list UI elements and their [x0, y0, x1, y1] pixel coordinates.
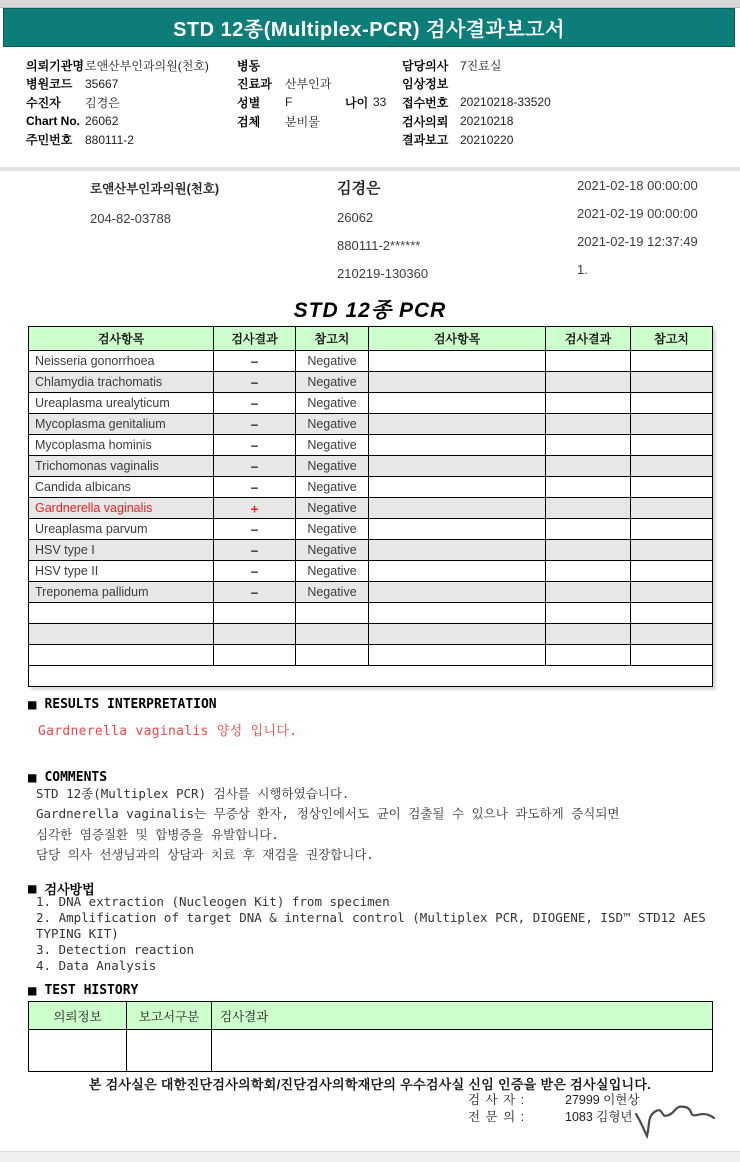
- institution-value: 로앤산부인과의원(천호): [85, 58, 209, 73]
- empty-row: [29, 624, 713, 645]
- test-item: Ureaplasma parvum: [29, 519, 214, 540]
- mid-dates-block: [577, 179, 698, 276]
- doctor-label: 담당의사: [402, 58, 449, 73]
- report-date-label: 결과보고: [402, 133, 449, 148]
- method-step: 2. Amplification of target DNA & internal control (Multiplex PCR, DIOGENE, ISD™ STD12 AES TYPING KIT): [36, 909, 706, 941]
- sign-off-block: [468, 1091, 639, 1124]
- ward-label: 병동: [237, 58, 261, 73]
- header-test-result-right: 검사결과: [546, 327, 631, 351]
- mid-patient-name: 김경은: [337, 180, 381, 197]
- examiner-label: 검 사 자 :: [468, 1093, 526, 1108]
- test-reference: Negative: [296, 561, 369, 582]
- examiner-row: [468, 1091, 639, 1108]
- info-row-resident-no: [26, 130, 238, 149]
- report-date-value: 20210220: [460, 132, 514, 147]
- test-item: HSV type II: [29, 561, 214, 582]
- method-title: 검사방법: [44, 883, 95, 898]
- resident-no-value: 880111-2: [85, 132, 134, 147]
- specimen-value: 분비물: [285, 114, 320, 129]
- info-row-hospital-code: [26, 75, 238, 94]
- hospital-code-value: 35667: [85, 76, 119, 91]
- section-bullet-icon: ■: [28, 769, 37, 786]
- info-row-patient: [26, 93, 238, 112]
- test-reference: Negative: [296, 414, 369, 435]
- table-row: [29, 435, 713, 456]
- info-row-receipt-no: [402, 93, 712, 112]
- bottom-strip: [0, 1151, 740, 1162]
- report-banner: [3, 8, 735, 47]
- test-item: Treponema pallidum: [29, 582, 214, 603]
- mid-datetime2: 2021-02-19 00:00:00: [577, 206, 698, 221]
- chart-no-label: Chart No.: [26, 114, 80, 129]
- method-body: [36, 894, 712, 974]
- test-item: Mycoplasma hominis: [29, 435, 214, 456]
- test-result: +: [214, 498, 296, 519]
- mid-clinic-reg-no: 204-82-03788: [90, 211, 171, 226]
- info-row-specimen: [237, 112, 402, 131]
- specialist-label: 전 문 의 :: [468, 1109, 526, 1124]
- test-reference: Negative: [296, 351, 369, 372]
- results-table: [28, 326, 713, 687]
- comment-line: 담당 의사 선생님과의 상담과 치료 후 재검을 권장합니다.: [36, 847, 374, 863]
- order-date-label: 검사의뢰: [402, 114, 449, 129]
- section-divider: [0, 167, 740, 171]
- age-value: 33: [373, 95, 387, 110]
- test-result: −: [214, 435, 296, 456]
- method-step: 3. Detection reaction: [36, 941, 195, 957]
- mid-patient-block: [337, 177, 428, 295]
- patient-info-col2: [237, 56, 402, 130]
- comments-heading: [28, 770, 107, 785]
- test-item: HSV type I: [29, 540, 214, 561]
- test-result: −: [214, 540, 296, 561]
- info-row-department: [237, 75, 402, 94]
- test-reference: Negative: [296, 393, 369, 414]
- history-header-request-info: 의뢰정보: [29, 1002, 127, 1030]
- info-row-clinical-info: [402, 75, 712, 94]
- top-strip: [0, 0, 740, 8]
- history-header-report-type: 보고서구분: [127, 1002, 212, 1030]
- results-table-title: STD 12종 PCR: [293, 299, 447, 322]
- doctor-value: 7진료실: [460, 58, 502, 73]
- resident-no-label: 주민번호: [26, 133, 73, 148]
- mid-specimen-no: 210219-130360: [337, 266, 429, 281]
- empty-row: [29, 645, 713, 666]
- results-header-row: [29, 327, 713, 351]
- test-result: −: [214, 582, 296, 603]
- info-row-report-date: [402, 130, 712, 149]
- method-step: 1. DNA extraction (Nucleogen Kit) from specimen: [36, 894, 390, 909]
- info-row-doctor: [402, 56, 712, 75]
- patient-info-col1: [26, 56, 238, 149]
- test-reference: Negative: [296, 519, 369, 540]
- sex-value: F: [285, 95, 293, 110]
- history-header-row: [29, 1002, 713, 1030]
- history-header-result: 검사결과: [212, 1002, 713, 1030]
- table-row: [29, 372, 713, 393]
- examiner-name: 27999 이현상: [565, 1093, 640, 1108]
- method-step: 4. Data Analysis: [36, 957, 157, 973]
- comment-line: STD 12종(Multiplex PCR) 검사를 시행하였습니다.: [36, 786, 350, 801]
- mid-clinic-name: 로앤산부인과의원(천호): [90, 182, 220, 196]
- test-reference: Negative: [296, 435, 369, 456]
- test-result: −: [214, 561, 296, 582]
- table-row-positive: [29, 498, 713, 519]
- age-label: 나이: [345, 95, 369, 110]
- history-empty-row: [29, 1030, 713, 1072]
- signature-scribble-icon: [630, 1086, 718, 1145]
- comments-body: [36, 784, 724, 866]
- sex-label: 성별: [237, 95, 261, 110]
- test-result: −: [214, 393, 296, 414]
- test-item: Trichomonas vaginalis: [29, 456, 214, 477]
- header-test-item-right: 검사항목: [369, 327, 546, 351]
- section-bullet-icon: ■: [28, 880, 37, 897]
- certification-text: 본 검사실은 대한진단검사의학회/진단검사의학재단의 우수검사실 신임 인증을 받은 검사실입니다.: [88, 1077, 652, 1092]
- order-date-value: 20210218: [460, 114, 514, 129]
- mid-resident-no: 880111-2******: [337, 238, 421, 253]
- specimen-label: 검체: [237, 114, 261, 129]
- empty-merged-row: [29, 666, 713, 687]
- table-row: [29, 582, 713, 603]
- test-result: −: [214, 351, 296, 372]
- info-row-sex-age: [237, 93, 402, 112]
- test-item: Ureaplasma urealyticum: [29, 393, 214, 414]
- mid-clinic-block: [90, 179, 219, 240]
- test-item: Candida albicans: [29, 477, 214, 498]
- info-row-ward: [237, 56, 402, 75]
- receipt-no-label: 접수번호: [402, 95, 449, 110]
- clinical-info-label: 임상정보: [402, 77, 449, 92]
- receipt-no-value: 20210218-33520: [460, 95, 551, 110]
- interpretation-text: Gardnerella vaginalis 양성 입니다.: [38, 724, 298, 739]
- test-result: −: [214, 519, 296, 540]
- hospital-code-label: 병원코드: [26, 77, 73, 92]
- comment-line: 심각한 염증질환 및 합병증을 유발합니다.: [36, 826, 279, 842]
- mid-page-no: 1.: [577, 262, 588, 277]
- test-reference: Negative: [296, 498, 369, 519]
- specialist-row: [468, 1108, 639, 1125]
- table-row: [29, 561, 713, 582]
- test-item: Gardnerella vaginalis: [29, 498, 214, 519]
- mid-chart-no: 26062: [337, 210, 374, 225]
- test-result: −: [214, 372, 296, 393]
- header-reference-left: 참고치: [296, 327, 369, 351]
- test-reference: Negative: [296, 477, 369, 498]
- test-history-table: [28, 1001, 713, 1072]
- test-item: Neisseria gonorrhoea: [29, 351, 214, 372]
- test-history-heading: [28, 983, 138, 998]
- test-result: −: [214, 414, 296, 435]
- test-reference: Negative: [296, 540, 369, 561]
- table-row: [29, 456, 713, 477]
- section-bullet-icon: ■: [28, 696, 37, 713]
- results-interpretation-heading: [28, 697, 217, 712]
- empty-row: [29, 603, 713, 624]
- header-test-item-left: 검사항목: [29, 327, 214, 351]
- test-item: Mycoplasma genitalium: [29, 414, 214, 435]
- comment-line: Gardnerella vaginalis는 무증상 환자, 정상인에서도 균이 검출될 수 있으나 과도하게 증식되면: [36, 806, 620, 822]
- test-reference: Negative: [296, 456, 369, 477]
- table-row: [29, 393, 713, 414]
- table-row: [29, 477, 713, 498]
- test-reference: Negative: [296, 582, 369, 603]
- test-history-title: TEST HISTORY: [44, 983, 139, 998]
- test-reference: Negative: [296, 372, 369, 393]
- info-row-order-date: [402, 112, 712, 131]
- chart-no-value: 26062: [85, 114, 119, 129]
- table-row: [29, 414, 713, 435]
- patient-info-col3: [402, 56, 712, 149]
- table-row: [29, 351, 713, 372]
- mid-datetime1: 2021-02-18 00:00:00: [577, 178, 698, 193]
- mid-datetime3: 2021-02-19 12:37:49: [577, 234, 698, 249]
- results-interpretation-title: RESULTS INTERPRETATION: [44, 697, 217, 712]
- section-bullet-icon: ■: [28, 982, 37, 999]
- comments-title: COMMENTS: [44, 770, 108, 785]
- department-label: 진료과: [237, 77, 272, 92]
- test-result: −: [214, 456, 296, 477]
- department-value: 산부인과: [285, 77, 332, 92]
- info-row-chart-no: [26, 112, 238, 131]
- info-row-institution: [26, 56, 238, 75]
- header-test-result-left: 검사결과: [214, 327, 296, 351]
- table-row: [29, 519, 713, 540]
- specialist-name: 1083 김형년: [565, 1109, 633, 1124]
- table-row: [29, 540, 713, 561]
- patient-value: 김경은: [85, 95, 120, 110]
- patient-label: 수진자: [26, 95, 61, 110]
- header-reference-right: 참고치: [631, 327, 713, 351]
- report-title-banner: STD 12종(Multiplex-PCR) 검사결과보고서: [173, 19, 565, 41]
- institution-label: 의뢰기관명: [26, 58, 84, 73]
- test-result: −: [214, 477, 296, 498]
- test-item: Chlamydia trachomatis: [29, 372, 214, 393]
